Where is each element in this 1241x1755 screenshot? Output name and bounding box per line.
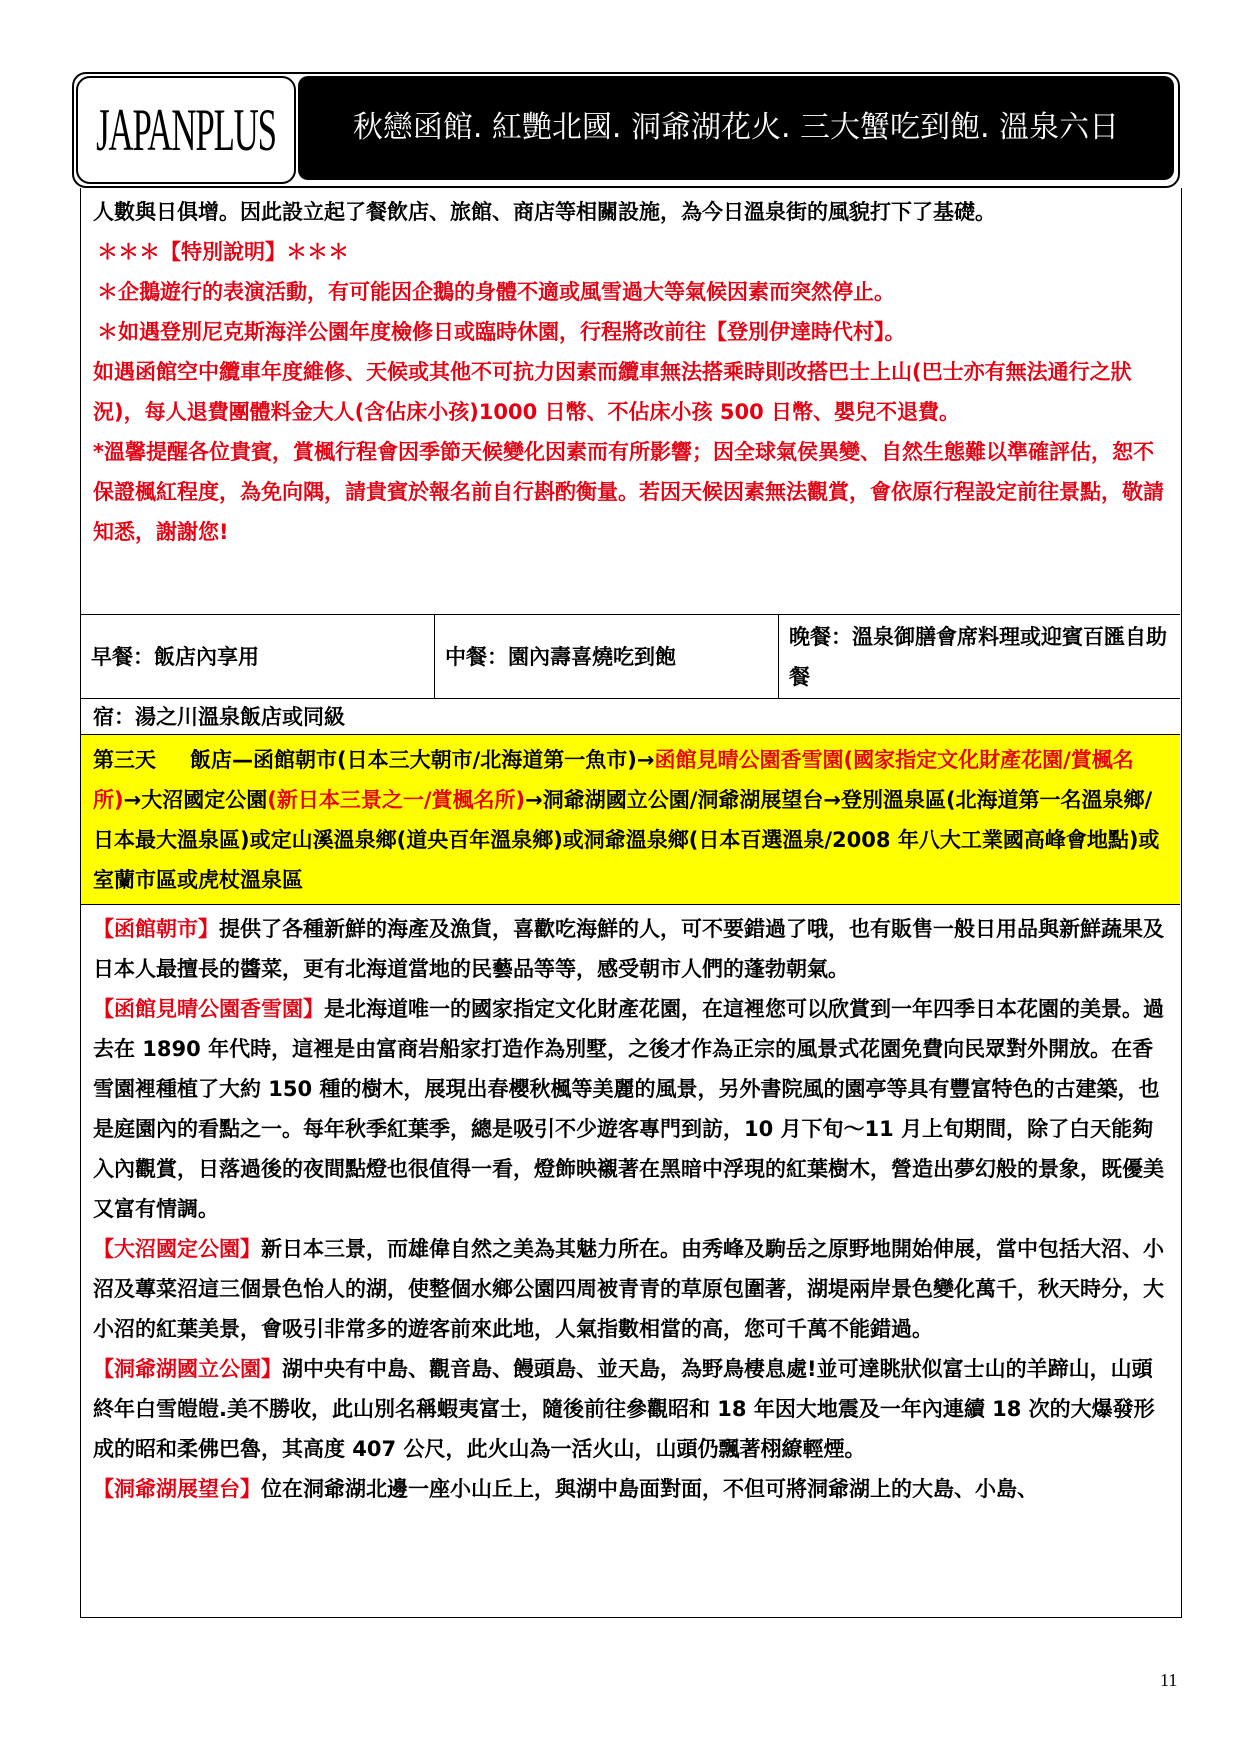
title-box	[298, 76, 1174, 180]
logo-box	[76, 76, 296, 184]
spot-text: 新日本三景，而雄偉自然之美為其魅力所在。由秀峰及駒岳之原野地開始伸展，當中包括大沼、小沼及蓴菜沼這三個景色怡人的湖，使整個水鄉公園四周被青青的草原包圍著，湖堤兩岸景色變化萬千，秋天時分，大小沼的紅葉美景，會吸引非常多的遊客前來此地，人氣指數相當的高，您可千萬不能錯過。	[93, 1237, 1164, 1341]
special-notes-title: ＊＊＊【特別說明】＊＊＊	[97, 240, 349, 264]
spot-name: 【洞爺湖國立公園】	[93, 1357, 282, 1381]
tour-title: 秋戀函館. 紅艷北國. 洞爺湖花火. 三大蟹吃到飽. 溫泉六日	[352, 110, 1120, 145]
spot-name: 【洞爺湖展望台】	[93, 1477, 261, 1501]
route-highlight: (新日本三景之一/賞楓名所)	[267, 788, 526, 812]
meals-row	[81, 614, 1180, 699]
special-note-maple: *溫馨提醒各位貴賓，賞楓行程會因季節天候變化因素而有所影響；因全球氣侯異變、自然生態難以準確評估，恕不保證楓紅程度，為免向隅，請貴賓於報名前自行斟酌衡量。若因天候因素無法觀賞，會依原行程設定前往景點，敬請知悉，謝謝您!	[93, 440, 1164, 544]
itinerary-table	[80, 188, 1182, 1618]
spot-onuma-park	[93, 1229, 1170, 1349]
spot-toya-observatory	[93, 1469, 1170, 1509]
spot-text: 位在洞爺湖北邊一座小山丘上，與湖中島面對面，不但可將洞爺湖上的大島、小島、	[261, 1477, 1038, 1501]
spot-name: 【函館朝市】	[93, 917, 219, 941]
lunch-cell: 中餐：園內壽喜燒吃到飽	[435, 615, 779, 698]
logo-text: JAPANPLUS	[96, 97, 276, 163]
route-segment: →大沼國定公園	[123, 788, 268, 812]
spot-text: 是北海道唯一的國家指定文化財產花園，在這裡您可以欣賞到一年四季日本花園的美景。過去在 1890 年代時，這裡是由富商岩船家打造作為別墅，之後才作為正宗的風景式花園免費向民眾對外開放。在香雪園裡種植了大約 150 種的樹木，展現出春櫻秋楓等美麗的風景，另外書院風的園亭等具有豐富特色的古建築，也是庭園內的看點之一。每年秋季紅葉季，總是吸引不少遊客專門到訪，10 月下旬～11 月上旬期間，除了白天能夠入內觀賞，日落過後的夜間點燈也很值得一看，燈飾映襯著在黑暗中浮現的紅葉樹木，營造出夢幻般的景象，既優美又富有情調。	[93, 997, 1164, 1221]
spot-name: 【大沼國定公園】	[93, 1237, 261, 1261]
day-label: 第三天	[93, 748, 156, 772]
spot-toya-national-park	[93, 1349, 1170, 1469]
spot-descriptions	[81, 905, 1180, 1618]
page-number: 11	[1160, 1670, 1178, 1690]
special-note-ropeway: 如遇函館空中纜車年度維修、天候或其他不可抗力因素而纜車無法搭乘時則改搭巴士上山(巴士亦有無法通行之狀況)，每人退費團體料金大人(含佔床小孩)1000 日幣、不佔床小孩 500 日幣、嬰兒不退費。	[93, 360, 1132, 424]
route-segment: →洞爺湖國立公園/洞爺湖展望台→登別溫泉區(北海道第一名溫泉鄉/日本最大溫泉區)或定山溪溫泉鄉(道央百年溫泉鄉)或洞爺溫泉鄉(日本百選溫泉/2008 年八大工業國高峰會地點)或室蘭市區或虎杖溫泉區	[93, 788, 1160, 892]
hotel-row: 宿：湯之川溫泉飯店或同級	[81, 699, 1180, 735]
page-header	[72, 72, 1180, 188]
route-segment: 飯店—函館朝市(日本三大朝市/北海道第一魚市)→	[190, 748, 655, 772]
dinner-cell: 晚餐：溫泉御膳會席料理或迎賓百匯自助餐	[789, 624, 1167, 689]
spot-name: 【函館見晴公園香雪園】	[93, 997, 324, 1021]
special-note-nixe: ＊如遇登別尼克斯海洋公園年度檢修日或臨時休園，行程將改前往【登別伊達時代村】。	[97, 320, 906, 344]
intro-text: 人數與日俱增。因此設立起了餐飲店、旅館、商店等相關設施，為今日溫泉街的風貌打下了基礎。	[93, 200, 996, 224]
spot-kosetsuen	[93, 989, 1170, 1229]
spot-text: 湖中央有中島、觀音島、饅頭島、並天島，為野鳥棲息處!並可達眺狀似富士山的羊蹄山，山頭終年白雪皚皚.美不勝收，此山別名稱蝦夷富士，隨後前往參觀昭和 18 年因大地震及一年內連續 18 次的大爆發形成的昭和柔佛巴魯，其高度 407 公尺，此火山為一活火山，山頭仍飄著栩繚輕煙。	[93, 1357, 1155, 1461]
day3-route	[81, 735, 1180, 905]
spot-hakodate-morning-market	[93, 909, 1170, 989]
intro-cell	[81, 188, 1180, 552]
special-note-penguin: ＊企鵝遊行的表演活動，有可能因企鵝的身體不適或風雪過大等氣候因素而突然停止。	[97, 280, 895, 304]
breakfast-cell: 早餐：飯店內享用	[81, 615, 435, 698]
spot-text: 提供了各種新鮮的海產及漁貨，喜歡吃海鮮的人，可不要錯過了哦，也有販售一般日用品與新鮮蔬果及日本人最擅長的醬菜，更有北海道當地的民藝品等等，感受朝市人們的蓬勃朝氣。	[93, 917, 1164, 981]
route-highlight: 函館見晴公園香雪園(國家指定文化財產花園/賞楓名所)	[93, 748, 1134, 812]
